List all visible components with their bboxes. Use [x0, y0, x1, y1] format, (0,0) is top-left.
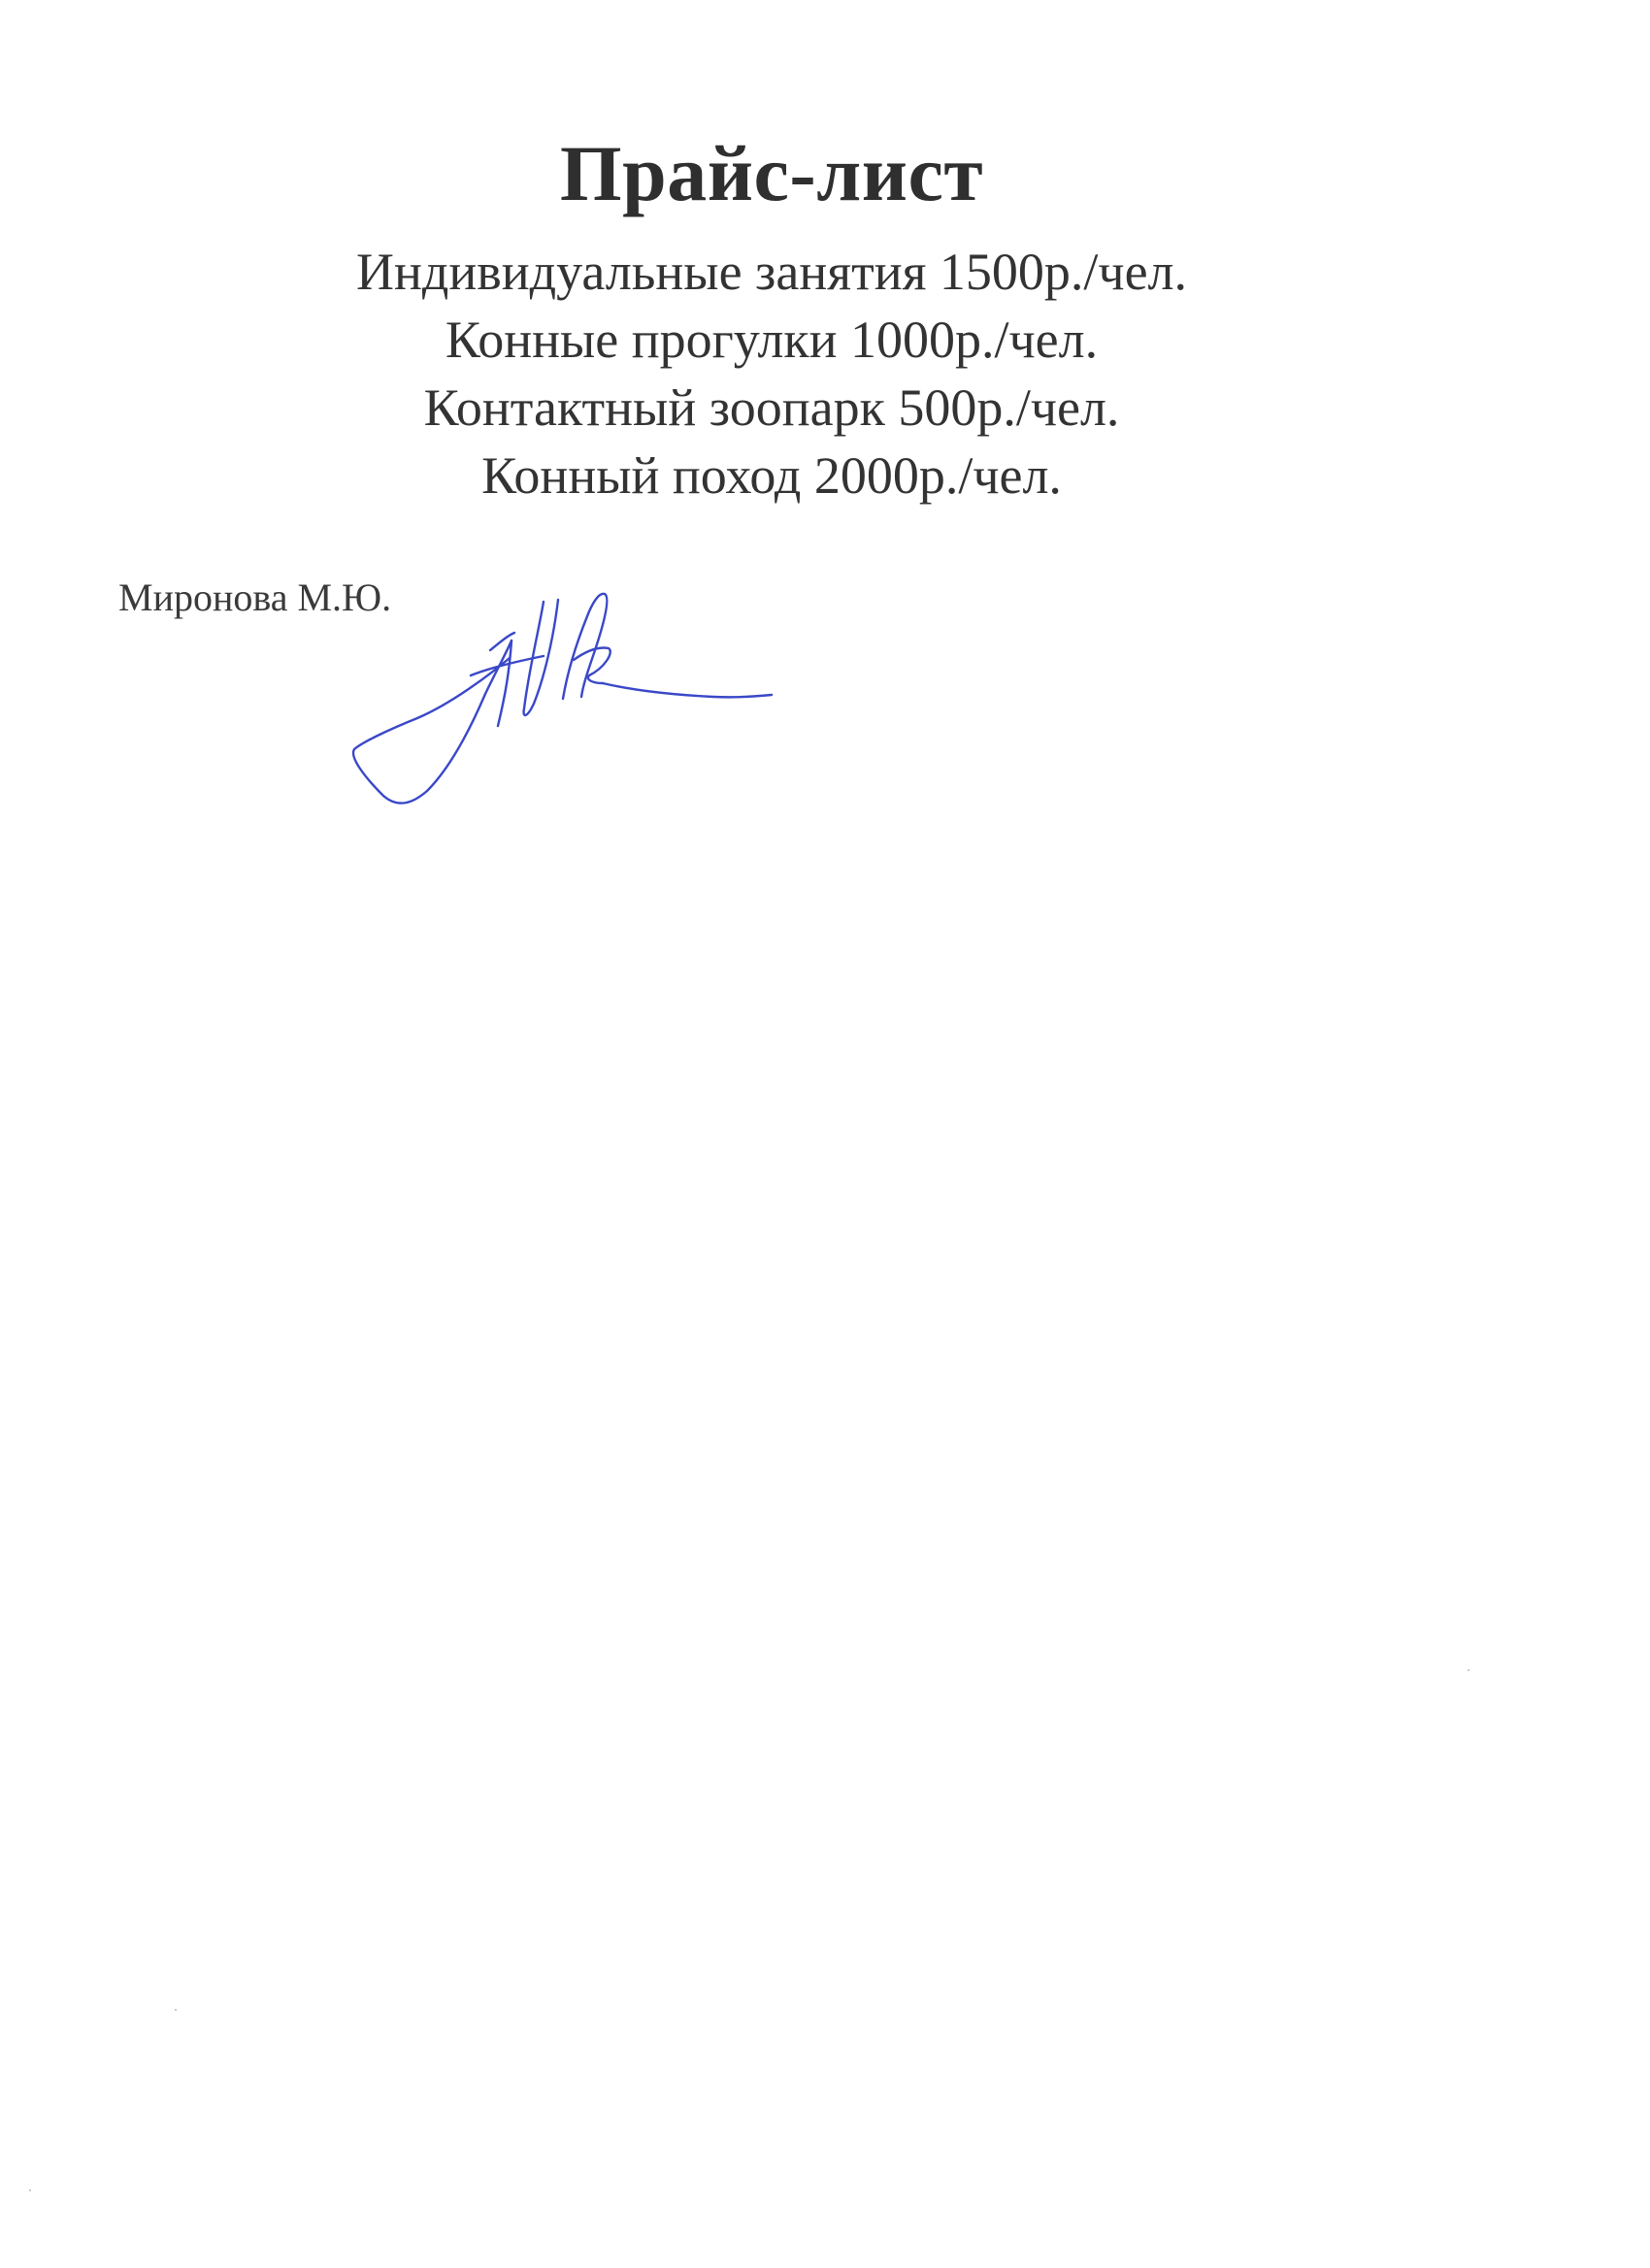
price-list: [0, 238, 1543, 509]
price-item-text: Конные прогулки 1000р./чел.: [445, 311, 1099, 369]
price-item-individual-lessons: [0, 238, 1543, 306]
price-item-text: Контактный зоопарк 500р./чел.: [423, 378, 1120, 437]
price-item-text: Конный поход 2000р./чел.: [481, 446, 1062, 505]
scan-speck: [1468, 1669, 1469, 1671]
price-item-petting-zoo: [0, 374, 1543, 442]
scan-speck: [29, 2189, 31, 2191]
document-title: Прайс-лист: [559, 129, 984, 217]
scan-speck: [175, 2009, 177, 2011]
signer-name: Миронова М.Ю.: [118, 575, 392, 619]
handwritten-signature: [345, 582, 791, 815]
price-item-horse-trek: [0, 442, 1543, 509]
price-item-horse-rides: [0, 306, 1543, 374]
price-item-text: Индивидуальные занятия 1500р./чел.: [355, 243, 1188, 301]
